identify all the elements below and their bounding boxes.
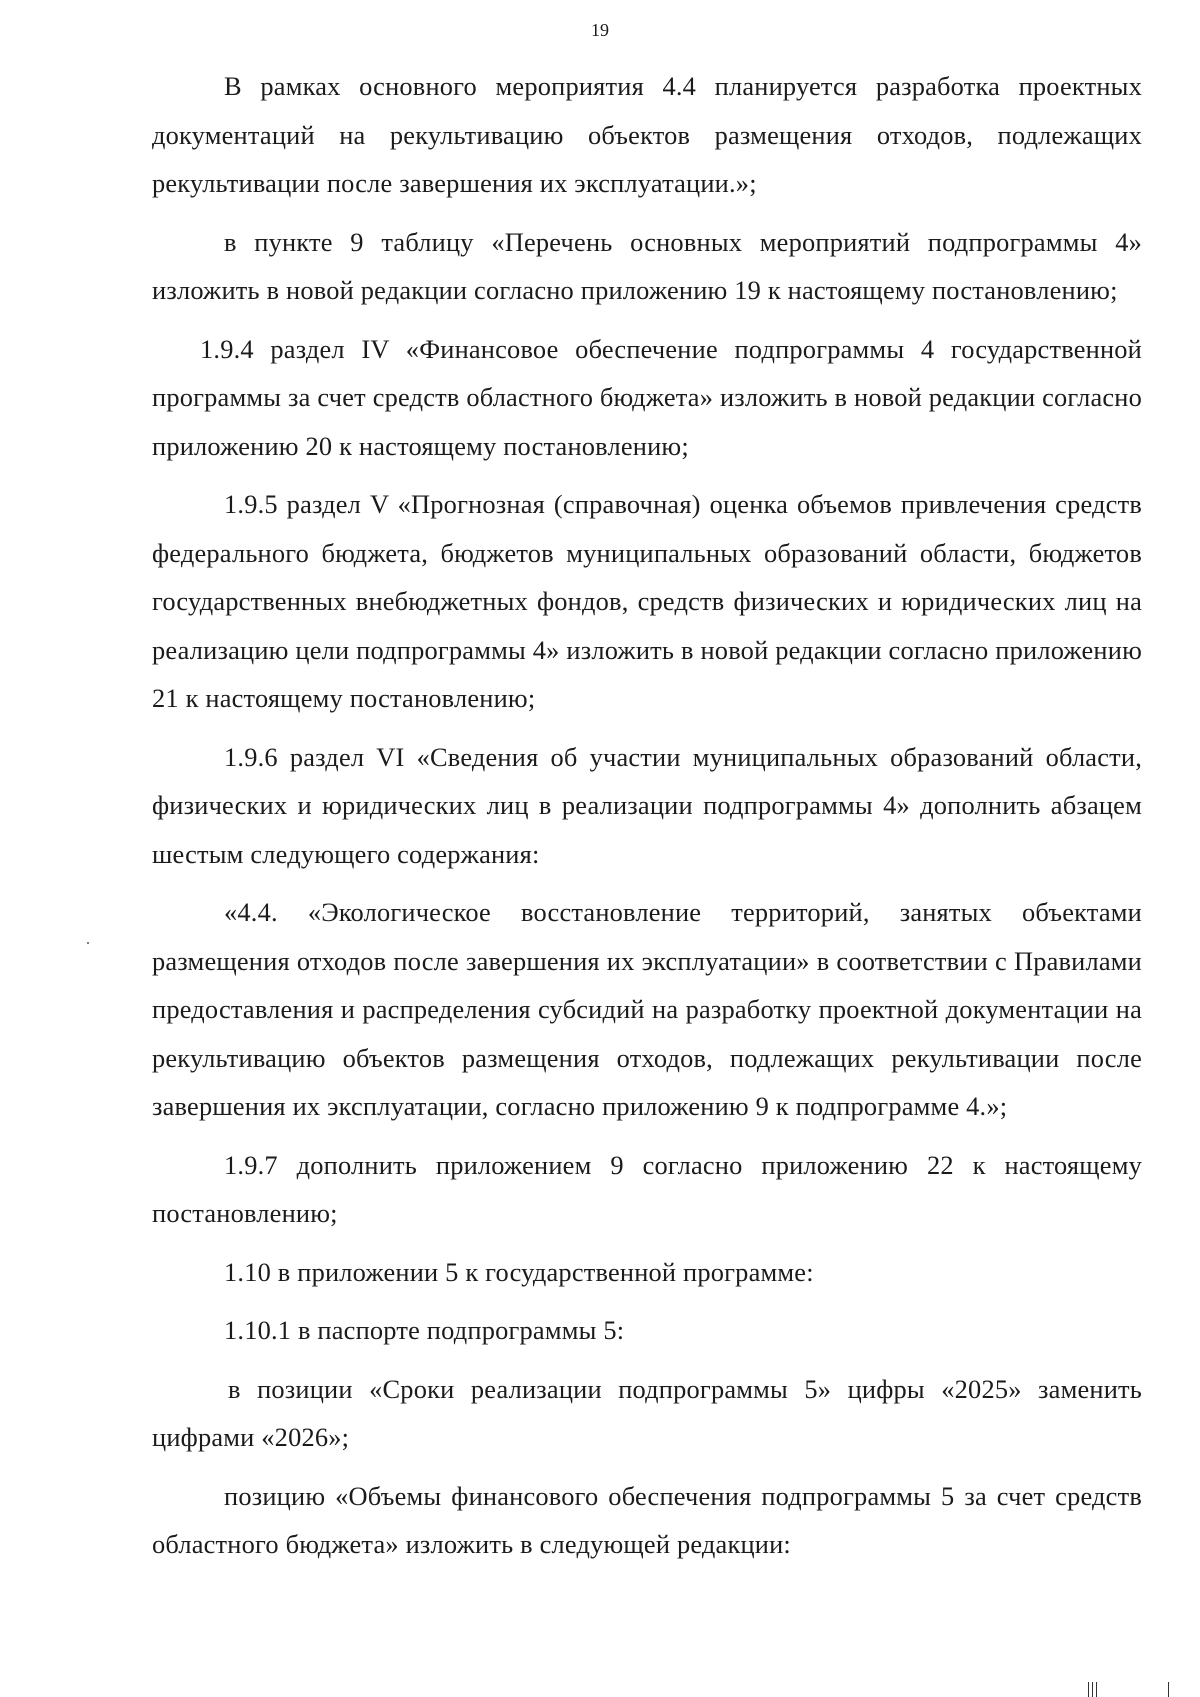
paragraph-1-10: 1.10 в приложении 5 к государственной программе: — [224, 1256, 814, 1287]
paragraph-1-9-4: 1.9.4 раздел IV «Финансовое обеспечение подпрограммы 4 государственной программы за счет средств областного бюджета» изложить в новой редакции согласно приложению 20 к настоящему постановлению; — [152, 333, 1142, 461]
paragraph-1-10-1: 1.10.1 в паспорте подпрограммы 5: — [224, 1315, 625, 1345]
scan-mark — [1096, 1682, 1097, 1697]
paragraph-quote-4-4: «4.4. «Экологическое восстановление территорий, занятых объектами размещения отходов после завершения их эксплуатации» в соответствии с Правилами предоставления и распределения субсидий на разработку проектной документации на рекультивацию объектов размещения отходов, подлежащих рекультивации после завершения их эксплуатации, согласно приложению 9 к подпрограмме 4.»; — [152, 897, 1142, 1121]
paragraph-timeline-position: в позиции «Сроки реализации подпрограммы 5» цифры «2025» заменить цифрами «2026»; — [152, 1373, 1142, 1452]
scan-mark — [1092, 1682, 1093, 1697]
paragraph-1-9-5: 1.9.5 раздел V «Прогнозная (справочная) оценка объемов привлечения средств федерального бюджета, бюджетов муниципальных образований области, бюджетов государственных внебюджетных фондов, средств физических и юридических лиц на реализацию цели подпрограммы 4» изложить в новой редакции согласно приложению 21 к настоящему постановлению; — [152, 489, 1142, 713]
paragraph-1-9-6: 1.9.6 раздел VI «Сведения об участии муниципальных образований области, физических и юридических лиц в реализации подпрограммы 4» дополнить абзацем шестым следующего содержания: — [152, 741, 1142, 869]
paragraph-event-4-4: В рамках основного мероприятия 4.4 планируется разработка проектных документаций на рекультивацию объектов размещения отходов, подлежащих рекультивации после завершения их эксплуатации.»; — [152, 71, 1142, 198]
paragraph-1-9-7: 1.9.7 дополнить приложением 9 согласно приложению 22 к настоящему постановлению; — [152, 1149, 1142, 1228]
scan-speck — [87, 942, 89, 944]
document-body — [152, 62, 1142, 1579]
paragraph-funding-position: позицию «Объемы финансового обеспечения подпрограммы 5 за счет средств областного бюджета» изложить в следующей редакции: — [152, 1480, 1142, 1559]
paragraph-item-9-table: в пункте 9 таблицу «Перечень основных мероприятий подпрограммы 4» изложить в новой редакции согласно приложению 19 к настоящему постановлению; — [152, 226, 1142, 305]
scan-mark — [1088, 1682, 1089, 1697]
scan-mark — [1168, 1682, 1169, 1697]
page-number: 19 — [591, 20, 609, 40]
